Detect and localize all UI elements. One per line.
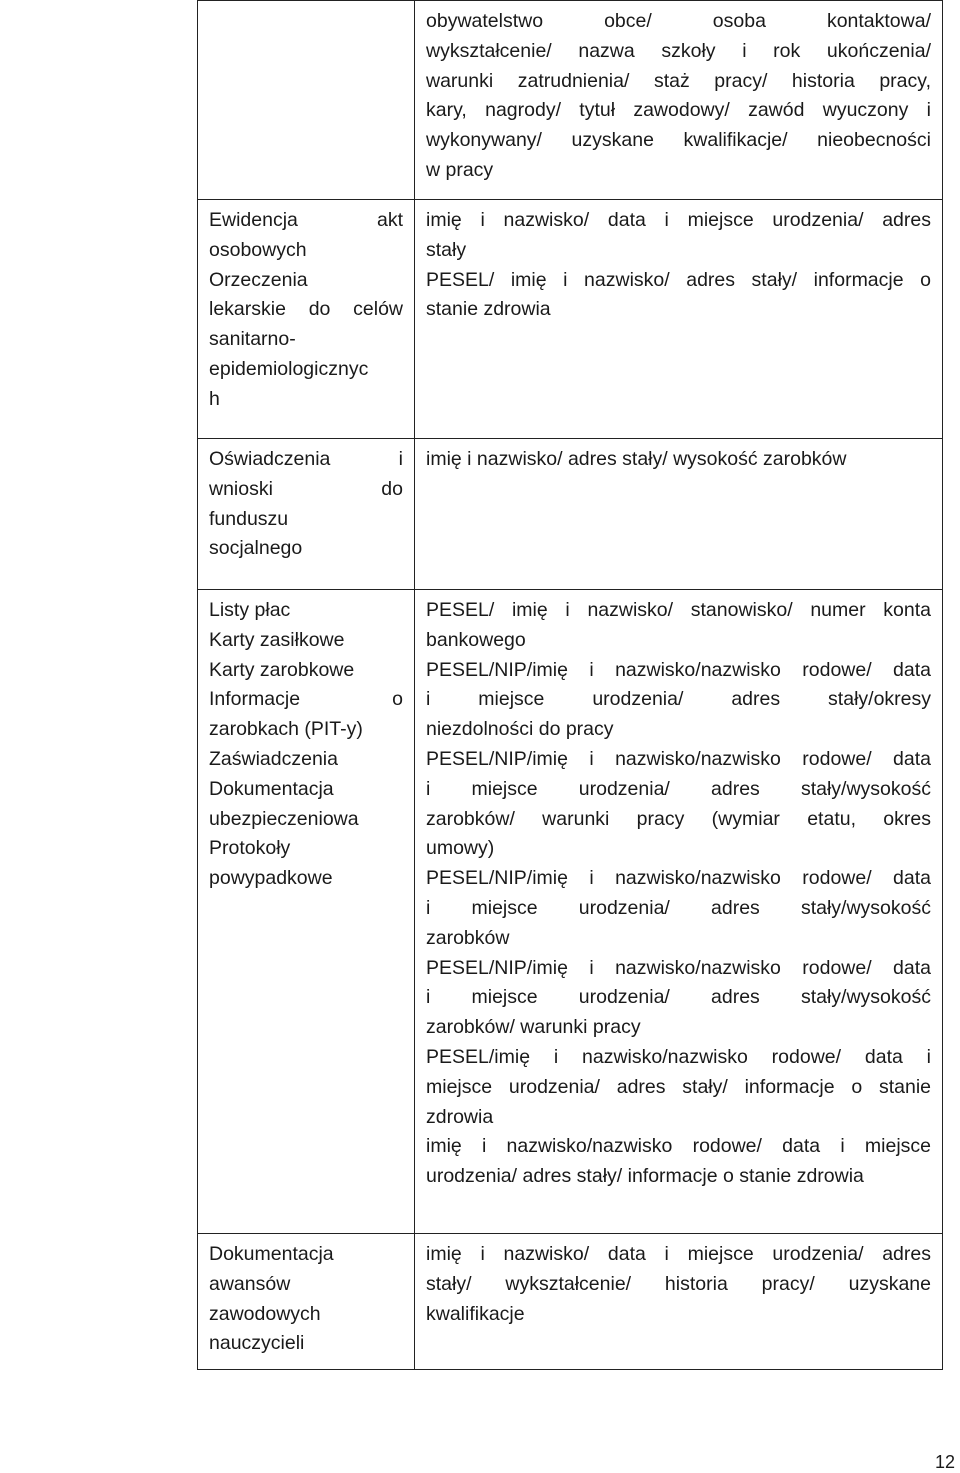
table-body <box>198 1 943 1370</box>
text-line: imię i nazwisko/ data i miejsce urodzenia/ adres <box>426 209 931 231</box>
personal-data-cell <box>415 1234 943 1370</box>
text-line: umowy) <box>426 837 495 860</box>
personal-data-cell <box>415 200 943 439</box>
document-type-cell <box>198 200 415 439</box>
text-line: warunki zatrudnienia/ staż pracy/ historia pracy, <box>426 69 931 92</box>
text-line: Orzeczenia <box>209 268 308 291</box>
document-type-cell <box>198 1234 415 1370</box>
text-line: bankowego <box>426 628 526 651</box>
text-line: wykształcenie/ nazwa szkoły i rok ukończenia/ <box>426 39 931 62</box>
text-line: imię i nazwisko/ adres stały/ wysokość zarobków <box>426 448 847 470</box>
table-row <box>198 590 943 1234</box>
text-line: i miejsce urodzenia/ adres stały/okresy <box>426 688 931 711</box>
text-line: stanie zdrowia <box>426 298 551 321</box>
text-line: PESEL/imię i nazwisko/nazwisko rodowe/ data i <box>426 1045 931 1068</box>
text-line: imię i nazwisko/ data i miejsce urodzenia/ adres <box>426 1243 931 1265</box>
text-line: Karty zarobkowe <box>209 658 355 681</box>
text-line: osobowych <box>209 238 307 261</box>
text-line: PESEL/NIP/imię i nazwisko/nazwisko rodowe/ data <box>426 867 931 890</box>
text-line: Protokoły <box>209 837 291 860</box>
text-line: w pracy <box>426 158 494 181</box>
text-line: h <box>209 387 220 410</box>
text-line: i miejsce urodzenia/ adres stały/wysokość <box>426 896 931 919</box>
text-line: zawodowych <box>209 1302 321 1325</box>
text-line: ubezpieczeniowa <box>209 807 359 830</box>
data-categories-table <box>197 0 943 1370</box>
document-type-cell <box>198 1 415 200</box>
table-row <box>198 1234 943 1370</box>
text-line: nauczycieli <box>209 1332 305 1355</box>
text-line: powypadkowe <box>209 867 333 890</box>
text-line: PESEL/ imię i nazwisko/ stanowisko/ numer konta <box>426 599 931 621</box>
table-row <box>198 200 943 439</box>
text-line: Zaświadczenia <box>209 747 338 770</box>
text-line: PESEL/NIP/imię i nazwisko/nazwisko rodowe/ data <box>426 956 931 979</box>
text-line: PESEL/ imię i nazwisko/ adres stały/ informacje o <box>426 268 931 291</box>
text-line: epidemiologicznyc <box>209 357 369 380</box>
text-line: Oświadczenia i <box>209 448 403 470</box>
text-line: lekarskie do celów <box>209 298 403 321</box>
text-line: stały <box>426 238 467 261</box>
document-type-cell <box>198 590 415 1234</box>
document-type-cell <box>198 439 415 590</box>
text-line: PESEL/NIP/imię i nazwisko/nazwisko rodowe/ data <box>426 658 931 681</box>
text-line: stały/ wykształcenie/ historia pracy/ uzyskane <box>426 1272 931 1295</box>
text-line: awansów <box>209 1272 291 1295</box>
text-line: Dokumentacja <box>209 1243 334 1265</box>
text-line: Ewidencja akt <box>209 209 403 231</box>
text-line: kwalifikacje <box>426 1302 525 1325</box>
text-line: urodzenia/ adres stały/ informacje o stanie zdrowia <box>426 1165 864 1188</box>
text-line: obywatelstwo obce/ osoba kontaktowa/ <box>426 10 931 32</box>
text-line: Informacje o <box>209 688 403 711</box>
text-line: PESEL/NIP/imię i nazwisko/nazwisko rodowe/ data <box>426 747 931 770</box>
personal-data-cell <box>415 439 943 590</box>
text-line: imię i nazwisko/nazwisko rodowe/ data i miejsce <box>426 1135 931 1158</box>
text-line: zarobków/ warunki pracy <box>426 1016 641 1039</box>
text-line: zarobków/ warunki pracy (wymiar etatu, okres <box>426 807 931 830</box>
text-line: i miejsce urodzenia/ adres stały/wysokość <box>426 986 931 1009</box>
text-line: Dokumentacja <box>209 777 334 800</box>
text-line: i miejsce urodzenia/ adres stały/wysokość <box>426 777 931 800</box>
table-row <box>198 439 943 590</box>
text-line: wnioski do <box>209 477 403 500</box>
text-line: funduszu <box>209 507 289 530</box>
text-line: Karty zasiłkowe <box>209 628 345 651</box>
text-line: miejsce urodzenia/ adres stały/ informacje o stanie <box>426 1075 931 1098</box>
table-row <box>198 1 943 200</box>
text-line: kary, nagrody/ tytuł zawodowy/ zawód wyuczony i <box>426 99 931 122</box>
personal-data-cell <box>415 1 943 200</box>
text-line: socjalnego <box>209 537 303 560</box>
text-line: zarobkach (PIT-y) <box>209 718 363 741</box>
text-line: wykonywany/ uzyskane kwalifikacje/ nieobecności <box>426 129 931 152</box>
text-line: sanitarno- <box>209 328 296 351</box>
personal-data-cell <box>415 590 943 1234</box>
text-line: niezdolności do pracy <box>426 718 614 741</box>
text-line: Listy płac <box>209 599 291 621</box>
page-number: 12 <box>935 1452 956 1472</box>
text-line: zarobków <box>426 926 510 949</box>
text-line: zdrowia <box>426 1105 494 1128</box>
